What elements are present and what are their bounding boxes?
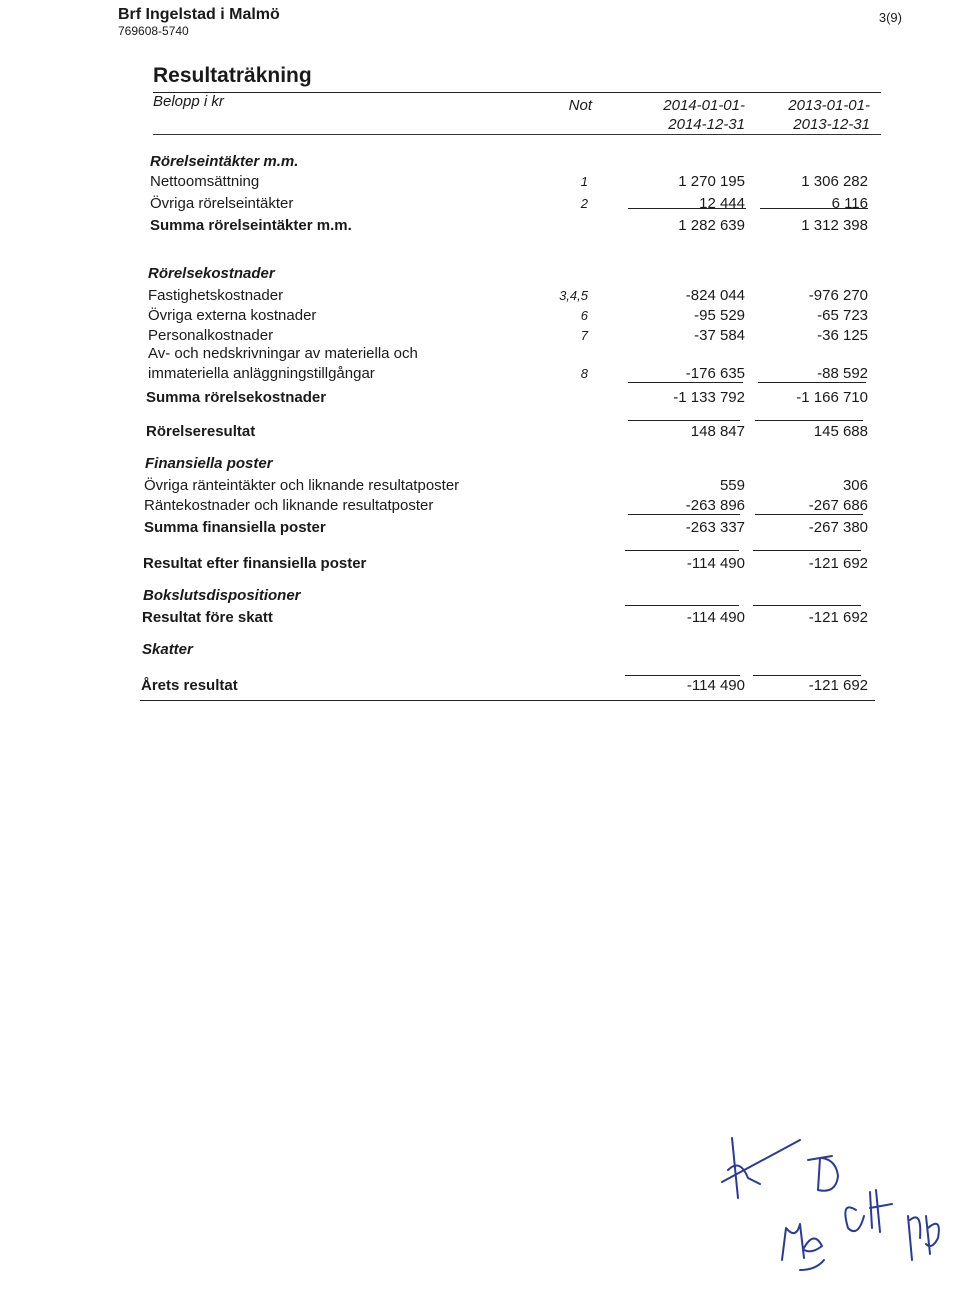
- statement-row: [0, 216, 960, 236]
- row-note: 1: [580, 174, 588, 189]
- initials-4-mark: [845, 1190, 892, 1232]
- sum-rule: [628, 382, 743, 383]
- row-value-prior: 1 312 398: [801, 217, 868, 234]
- row-label: Skatter: [142, 641, 193, 658]
- statement-row: [0, 608, 960, 628]
- statement-row: [0, 518, 960, 538]
- row-value-prior: 145 688: [813, 423, 868, 440]
- row-label: Rörelsekostnader: [148, 265, 275, 282]
- row-label: Resultat efter finansiella poster: [143, 555, 367, 572]
- col-header-current-line2: 2014-12-31: [668, 116, 745, 133]
- col-header-prior: [745, 96, 870, 134]
- initials-3-mark: [782, 1224, 824, 1270]
- statement-row: [0, 152, 960, 172]
- row-label: Bokslutsdispositioner: [143, 587, 301, 604]
- page-number: 3(9): [878, 10, 902, 25]
- row-value-prior: -121 692: [808, 677, 868, 694]
- row-value-current: -263 896: [685, 497, 745, 514]
- sum-rule: [625, 550, 739, 551]
- initials-2-mark: [808, 1156, 838, 1191]
- statement-row: [0, 306, 960, 326]
- row-value-current: -263 337: [685, 519, 745, 536]
- row-label: Rörelseintäkter m.m.: [150, 153, 299, 170]
- row-label: Resultat före skatt: [142, 609, 273, 626]
- row-value-current: -824 044: [685, 287, 745, 304]
- statement-row: [0, 422, 960, 442]
- col-header-prior-line2: 2013-12-31: [793, 116, 870, 133]
- statement-row: [0, 172, 960, 192]
- statement-row: [0, 194, 960, 214]
- sum-rule: [628, 514, 740, 515]
- row-value-prior: -267 380: [808, 519, 868, 536]
- initials-5-mark: [908, 1216, 939, 1260]
- row-label: Finansiella poster: [145, 455, 273, 472]
- row-value-current: -114 490: [686, 555, 745, 572]
- row-value-current: -114 490: [686, 677, 745, 694]
- row-value-prior: 1 306 282: [801, 173, 868, 190]
- row-label: Rörelseresultat: [146, 423, 256, 440]
- row-label: Fastighetskostnader: [148, 287, 284, 304]
- row-value-prior: 6 116: [831, 195, 868, 212]
- row-value-current: 148 847: [690, 423, 745, 440]
- statement-row: [0, 388, 960, 408]
- sum-rule: [753, 675, 861, 676]
- row-value-prior: -1 166 710: [796, 389, 868, 406]
- statement-subtitle: Belopp i kr: [153, 93, 224, 110]
- row-label: Övriga externa kostnader: [148, 307, 317, 324]
- col-header-current-line1: 2014-01-01-: [663, 97, 745, 114]
- row-value-current: 12 444: [699, 195, 745, 212]
- row-value-current: -95 529: [694, 307, 745, 324]
- statement-row: [0, 476, 960, 496]
- row-label: Personalkostnader: [148, 327, 274, 344]
- sum-rule: [625, 675, 740, 676]
- row-value-current: -37 584: [694, 327, 745, 344]
- statement-row: [0, 676, 960, 696]
- row-value-current: -114 490: [686, 609, 745, 626]
- sum-rule: [753, 550, 861, 551]
- row-note: 7: [580, 328, 588, 343]
- row-value-prior: -976 270: [808, 287, 868, 304]
- sum-rule: [760, 208, 868, 209]
- row-label: Årets resultat: [141, 677, 238, 694]
- sum-rule: [755, 514, 863, 515]
- statement-title: Resultaträkning: [153, 64, 312, 87]
- sum-rule: [628, 208, 746, 209]
- row-value-current: 559: [719, 477, 745, 494]
- org-name: Brf Ingelstad i Malmö: [118, 6, 280, 23]
- sum-rule: [755, 420, 863, 421]
- statement-row: [0, 364, 960, 384]
- statement-row: [0, 640, 960, 660]
- row-label: Övriga rörelseintäkter: [150, 195, 294, 212]
- row-value-prior: -36 125: [817, 327, 868, 344]
- col-header-note: Not: [568, 97, 592, 114]
- statement-row: [0, 326, 960, 346]
- col-header-current: [620, 96, 745, 134]
- statement-row: [0, 496, 960, 516]
- statement-row: [0, 454, 960, 474]
- row-label: Räntekostnader och liknande resultatposter: [144, 497, 434, 514]
- org-number: 769608-5740: [118, 24, 189, 38]
- header-rule: [153, 134, 881, 135]
- row-label: Nettoomsättning: [150, 173, 260, 190]
- row-value-prior: -121 692: [808, 609, 868, 626]
- initials-1-mark: [722, 1138, 800, 1198]
- row-value-prior: -88 592: [817, 365, 868, 382]
- sum-rule: [753, 605, 861, 606]
- row-value-current: 1 270 195: [678, 173, 745, 190]
- sum-rule: [628, 420, 740, 421]
- row-label: Övriga ränteintäkter och liknande resultatposter: [144, 477, 460, 494]
- statement-row: [0, 586, 960, 606]
- statement-row: [0, 264, 960, 284]
- statement-row: [0, 344, 960, 364]
- handwritten-signatures: [700, 1120, 960, 1290]
- row-label: Summa rörelseintäkter m.m.: [150, 217, 352, 234]
- row-value-prior: -267 686: [808, 497, 868, 514]
- row-label: Av- och nedskrivningar av materiella och: [148, 345, 418, 362]
- sum-rule: [625, 605, 739, 606]
- row-label: immateriella anläggningstillgångar: [148, 365, 375, 382]
- col-header-prior-line1: 2013-01-01-: [788, 97, 870, 114]
- row-value-prior: 306: [842, 477, 868, 494]
- sum-rule: [758, 382, 866, 383]
- row-note: 8: [580, 366, 588, 381]
- row-note: 3,4,5: [559, 288, 588, 303]
- row-label: Summa rörelsekostnader: [146, 389, 327, 406]
- row-note: 6: [580, 308, 588, 323]
- row-note: 2: [580, 196, 588, 211]
- row-value-prior: -121 692: [808, 555, 868, 572]
- title-rule: [153, 92, 881, 93]
- row-value-current: -176 635: [685, 365, 745, 382]
- row-label: Summa finansiella poster: [144, 519, 326, 536]
- row-value-prior: -65 723: [817, 307, 868, 324]
- statement-row: [0, 286, 960, 306]
- row-value-current: 1 282 639: [678, 217, 745, 234]
- bottom-rule: [140, 700, 875, 701]
- row-value-current: -1 133 792: [673, 389, 745, 406]
- statement-row: [0, 554, 960, 574]
